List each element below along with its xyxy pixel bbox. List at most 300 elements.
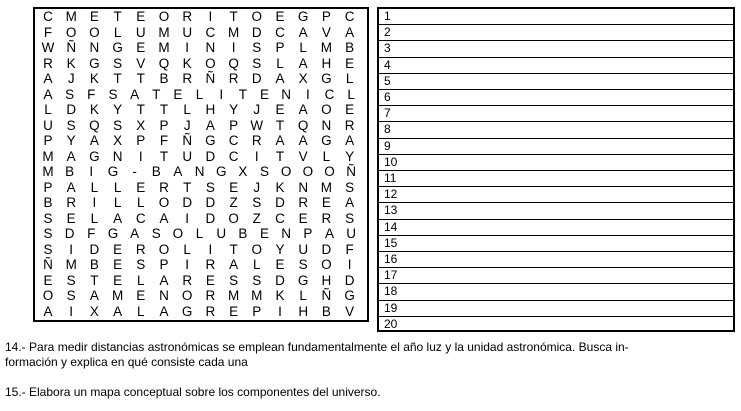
grid-letter: C <box>275 24 285 40</box>
grid-letter: Y <box>229 102 239 117</box>
grid-letter: O <box>158 9 170 24</box>
grid-letter: L <box>90 210 99 226</box>
grid-letter: S <box>229 272 239 288</box>
question-14-line-2: formación y explica en qué consiste cada una <box>5 355 248 369</box>
grid-letter: O <box>158 241 170 257</box>
grid-letter: O <box>302 164 314 179</box>
answer-row[interactable] <box>379 25 733 41</box>
grid-letter: M <box>42 148 54 164</box>
grid-letter: D <box>205 148 216 164</box>
grid-letter: I <box>254 148 259 164</box>
grid-letter: E <box>345 55 355 71</box>
grid-letter: A <box>66 179 76 195</box>
grid-letter: C <box>324 86 335 102</box>
grid-letter: D <box>205 195 216 210</box>
grid-letter: R <box>205 257 216 272</box>
answer-row[interactable] <box>379 284 733 300</box>
grid-row <box>35 242 367 258</box>
grid-letter: S <box>298 257 308 272</box>
grid-letter: I <box>231 40 236 55</box>
grid-row <box>35 149 367 165</box>
grid-letter: Z <box>252 210 261 226</box>
grid-letter: L <box>183 102 191 117</box>
grid-letter: E <box>229 179 239 195</box>
grid-letter: A <box>275 133 285 148</box>
grid-letter: S <box>113 55 123 71</box>
grid-letter: A <box>275 71 285 86</box>
answer-number: 14 <box>384 219 398 234</box>
grid-letter: S <box>65 86 75 102</box>
grid-letter: L <box>347 86 355 102</box>
grid-letter: T <box>113 9 122 24</box>
grid-letter: C <box>275 210 285 226</box>
grid-letter: E <box>136 288 146 303</box>
grid-letter: B <box>159 71 169 86</box>
grid-letter: R <box>205 288 216 303</box>
grid-letter: L <box>345 71 354 86</box>
grid-letter: P <box>229 117 239 133</box>
word-search-grid <box>33 7 369 322</box>
grid-letter: P <box>321 9 331 24</box>
grid-letter: A <box>159 272 169 288</box>
grid-letter: O <box>158 195 170 210</box>
grid-letter: M <box>111 288 124 303</box>
grid-letter: M <box>227 24 240 40</box>
grid-letter: E <box>89 9 99 24</box>
grid-letter: S <box>345 179 355 195</box>
grid-letter: O <box>251 241 263 257</box>
grid-letter: A <box>89 288 99 303</box>
grid-letter: Ñ <box>66 40 77 55</box>
grid-letter: T <box>229 9 238 24</box>
grid-letter: Y <box>345 148 355 164</box>
grid-row <box>35 257 367 273</box>
grid-letter: X <box>238 164 248 179</box>
grid-letter: B <box>321 303 331 319</box>
grid-letter: Y <box>113 102 123 117</box>
grid-letter: F <box>345 241 354 257</box>
answer-row[interactable] <box>379 58 733 74</box>
question-15: 15.- Elabora un mapa conceptual sobre los componentes del universo. <box>5 385 381 399</box>
grid-letter: V <box>136 55 146 71</box>
answer-row[interactable] <box>379 203 733 219</box>
grid-letter: Ñ <box>205 71 216 86</box>
grid-letter: U <box>216 226 227 241</box>
grid-letter: F <box>87 226 96 241</box>
grid-letter: B <box>43 195 53 210</box>
grid-letter: L <box>137 195 145 210</box>
grid-letter: G <box>215 164 227 179</box>
answer-number: 2 <box>384 25 391 40</box>
grid-letter: A <box>324 226 334 241</box>
grid-letter: D <box>275 195 285 210</box>
answer-row[interactable] <box>379 90 733 106</box>
grid-letter: I <box>278 303 282 319</box>
answer-number: 17 <box>384 268 398 283</box>
answer-number: 16 <box>384 252 398 266</box>
grid-letter: M <box>320 179 333 195</box>
grid-letter: L <box>90 179 99 195</box>
grid-letter: Y <box>275 241 285 257</box>
grid-letter: O <box>42 288 54 303</box>
grid-letter: R <box>159 179 169 195</box>
grid-letter: T <box>113 71 122 86</box>
grid-letter: X <box>136 117 146 133</box>
answer-row[interactable] <box>379 268 733 284</box>
grid-letter: I <box>208 9 213 24</box>
grid-letter: S <box>205 179 215 195</box>
grid-letter: V <box>298 148 308 164</box>
grid-row <box>35 40 367 56</box>
grid-letter: B <box>345 40 355 55</box>
grid-letter: G <box>297 272 309 288</box>
grid-letter: D <box>205 210 216 226</box>
answer-row[interactable] <box>379 252 733 268</box>
grid-letter: T <box>159 102 169 117</box>
grid-letter: G <box>89 148 100 164</box>
grid-letter: S <box>252 55 262 71</box>
grid-letter: E <box>275 102 285 117</box>
grid-letter: G <box>344 288 355 303</box>
grid-letter: A <box>159 303 169 319</box>
grid-letter: P <box>136 133 146 148</box>
answer-number: 6 <box>384 90 391 104</box>
grid-letter: K <box>89 71 99 86</box>
grid-letter: A <box>345 195 355 210</box>
answer-row[interactable] <box>379 220 733 236</box>
grid-letter: U <box>182 24 193 40</box>
grid-letter: A <box>298 24 308 40</box>
grid-letter: I <box>185 257 190 272</box>
grid-letter: R <box>205 303 216 319</box>
grid-letter: C <box>135 210 146 226</box>
grid-letter: D <box>182 195 193 210</box>
grid-row <box>35 133 367 149</box>
grid-letter: E <box>205 272 215 288</box>
answer-number: 4 <box>384 57 391 72</box>
grid-letter: L <box>137 303 145 319</box>
grid-letter: G <box>89 55 100 71</box>
grid-letter: E <box>136 179 146 195</box>
answer-list <box>377 7 735 332</box>
grid-letter: B <box>65 164 75 179</box>
grid-letter: O <box>321 102 332 117</box>
grid-letter: D <box>251 24 262 40</box>
grid-letter: M <box>227 288 240 303</box>
grid-letter: E <box>113 257 123 272</box>
grid-letter: P <box>252 303 262 319</box>
grid-letter: A <box>173 164 183 179</box>
grid-letter: U <box>135 24 146 40</box>
grid-letter: M <box>65 257 77 272</box>
grid-letter: O <box>321 257 332 272</box>
grid-letter: S <box>252 272 262 288</box>
grid-letter: S <box>260 164 270 179</box>
grid-letter: O <box>228 210 239 226</box>
grid-letter: A <box>298 55 308 71</box>
grid-letter: N <box>281 226 292 241</box>
grid-letter: D <box>275 272 285 288</box>
grid-letter: V <box>321 24 331 40</box>
grid-letter: U <box>346 226 357 241</box>
grid-letter: S <box>66 288 76 303</box>
grid-letter: C <box>228 148 239 164</box>
grid-letter: R <box>182 272 193 288</box>
answer-number: 7 <box>384 106 391 121</box>
grid-letter: R <box>321 210 332 226</box>
grid-letter: Ñ <box>43 257 53 272</box>
grid-letter: S <box>113 117 123 133</box>
grid-letter: J <box>183 117 191 133</box>
grid-letter: S <box>151 226 161 241</box>
grid-letter: A <box>66 148 76 164</box>
grid-letter: T <box>159 148 169 164</box>
grid-letter: I <box>89 164 94 179</box>
grid-letter: P <box>159 257 169 272</box>
grid-letter: R <box>182 9 193 24</box>
grid-letter: I <box>185 210 190 226</box>
grid-letter: A <box>43 303 53 319</box>
answer-row[interactable] <box>379 41 733 57</box>
grid-letter: M <box>158 40 170 55</box>
grid-row <box>35 195 367 211</box>
grid-letter: T <box>152 86 161 102</box>
answer-number: 19 <box>384 300 398 315</box>
grid-row <box>35 164 367 180</box>
grid-letter: R <box>66 195 77 210</box>
grid-letter: G <box>107 164 119 179</box>
grid-letter: F <box>43 24 53 40</box>
answer-number: 8 <box>384 122 391 137</box>
grid-row <box>35 9 367 25</box>
grid-letter: E <box>113 241 123 257</box>
grid-letter: L <box>183 241 191 257</box>
grid-letter: N <box>89 40 100 55</box>
grid-letter: O <box>89 24 100 40</box>
grid-letter: A <box>229 257 239 272</box>
grid-letter: G <box>107 226 119 241</box>
answer-row[interactable] <box>379 106 733 122</box>
answer-row[interactable] <box>379 171 733 187</box>
grid-letter: Q <box>297 117 309 133</box>
grid-row <box>35 87 367 103</box>
grid-letter: I <box>219 86 224 102</box>
grid-letter: X <box>113 133 123 148</box>
grid-letter: F <box>87 86 96 102</box>
grid-letter: Z <box>229 195 238 210</box>
answer-row[interactable] <box>379 155 733 171</box>
grid-letter: C <box>43 9 53 24</box>
grid-letter: O <box>65 24 77 40</box>
grid-letter: I <box>92 195 97 210</box>
grid-row <box>35 180 367 196</box>
grid-letter: P <box>303 226 313 241</box>
grid-letter: E <box>136 40 146 55</box>
grid-row <box>35 273 367 289</box>
grid-letter: K <box>66 55 76 71</box>
grid-letter: P <box>43 133 53 148</box>
grid-letter: B <box>151 164 161 179</box>
answer-number: 3 <box>384 41 391 56</box>
answer-number: 11 <box>384 171 397 185</box>
grid-letter: L <box>253 257 261 272</box>
grid-letter: C <box>228 133 239 148</box>
grid-letter: E <box>275 9 285 24</box>
grid-letter: E <box>113 272 123 288</box>
grid-row <box>35 25 367 41</box>
grid-letter: G <box>181 303 193 319</box>
grid-letter: L <box>322 148 331 164</box>
grid-letter: S <box>43 210 53 226</box>
grid-letter: T <box>275 117 285 133</box>
answer-number: 10 <box>384 154 398 169</box>
grid-letter: E <box>229 303 239 319</box>
grid-letter: R <box>344 117 355 133</box>
grid-letter: K <box>275 179 285 195</box>
grid-letter: I <box>347 257 352 272</box>
grid-letter: I <box>69 303 74 319</box>
grid-letter: A <box>345 24 355 40</box>
answer-number: 15 <box>384 235 398 250</box>
answer-row[interactable] <box>379 317 733 333</box>
grid-letter: M <box>320 40 333 55</box>
grid-letter: E <box>43 272 53 288</box>
grid-letter: O <box>205 55 216 71</box>
question-14 <box>5 340 737 370</box>
grid-row <box>35 118 367 134</box>
grid-row <box>35 226 367 242</box>
grid-letter: S <box>66 272 76 288</box>
answer-row[interactable] <box>379 187 733 203</box>
grid-letter: S <box>108 86 118 102</box>
grid-letter: Q <box>158 55 170 71</box>
grid-letter: R <box>43 55 53 71</box>
grid-letter: J <box>253 179 261 195</box>
grid-letter: L <box>113 195 122 210</box>
grid-letter: A <box>159 210 169 226</box>
answer-row[interactable] <box>379 301 733 317</box>
grid-letter: I <box>138 148 143 164</box>
grid-letter: U <box>43 117 53 133</box>
grid-letter: T <box>90 272 99 288</box>
grid-letter: N <box>298 179 309 195</box>
grid-letter: L <box>44 102 52 117</box>
grid-letter: S <box>66 117 76 133</box>
grid-letter: K <box>182 55 192 71</box>
grid-letter: N <box>194 164 205 179</box>
grid-letter: J <box>67 71 75 86</box>
grid-letter: G <box>321 133 332 148</box>
grid-letter: O <box>181 288 193 303</box>
grid-letter: M <box>42 164 54 179</box>
grid-letter: Q <box>228 55 239 71</box>
grid-letter: P <box>275 40 285 55</box>
answer-row[interactable] <box>379 9 733 25</box>
grid-letter: H <box>321 272 332 288</box>
grid-letter: N <box>321 117 332 133</box>
grid-letter: T <box>136 102 145 117</box>
grid-letter: I <box>305 86 310 102</box>
grid-letter: R <box>298 195 309 210</box>
question-14-line-1: 14.- Para medir distancias astronómicas se emplean fundamentalmente el año luz y la unidad astronómica. Busca in- <box>5 340 629 354</box>
grid-letter: M <box>158 24 170 40</box>
answer-number: 20 <box>384 316 398 331</box>
grid-letter: B <box>89 257 99 272</box>
grid-letter: S <box>43 226 53 241</box>
grid-letter: E <box>345 102 355 117</box>
grid-letter: C <box>344 9 355 24</box>
grid-letter: L <box>195 226 204 241</box>
answer-row[interactable] <box>379 139 733 155</box>
grid-letter: I <box>69 241 74 257</box>
grid-letter: E <box>136 9 146 24</box>
grid-letter: B <box>238 226 248 241</box>
grid-letter: Ñ <box>321 288 332 303</box>
grid-letter: J <box>253 102 261 117</box>
grid-letter: P <box>159 117 169 133</box>
grid-letter: T <box>229 241 238 257</box>
answer-row[interactable] <box>379 122 733 138</box>
grid-letter: P <box>43 179 53 195</box>
grid-letter: T <box>275 148 285 164</box>
grid-letter: E <box>260 86 270 102</box>
grid-letter: E <box>321 195 331 210</box>
grid-letter: W <box>41 40 55 55</box>
grid-letter: L <box>299 288 307 303</box>
grid-row <box>35 102 367 118</box>
grid-row <box>35 211 367 227</box>
grid-letter: L <box>299 40 307 55</box>
grid-letter: O <box>251 9 263 24</box>
grid-letter: S <box>345 210 355 226</box>
grid-letter: M <box>251 288 263 303</box>
grid-letter: O <box>324 164 335 179</box>
grid-letter: T <box>238 86 247 102</box>
answer-row[interactable] <box>379 236 733 252</box>
answer-number: 18 <box>384 284 398 299</box>
answer-number: 12 <box>384 187 398 202</box>
grid-letter: N <box>159 288 169 303</box>
grid-letter: A <box>113 210 123 226</box>
grid-letter: U <box>182 148 193 164</box>
grid-letter: R <box>228 71 239 86</box>
answer-row[interactable] <box>379 74 733 90</box>
grid-letter: F <box>159 133 169 148</box>
grid-letter: H <box>205 102 216 117</box>
grid-letter: H <box>321 55 332 71</box>
grid-row <box>35 304 367 320</box>
grid-letter: W <box>250 117 264 133</box>
grid-letter: K <box>89 102 99 117</box>
grid-letter: A <box>43 71 53 86</box>
answer-number: 1 <box>384 9 391 23</box>
grid-letter: E <box>260 226 270 241</box>
grid-letter: L <box>276 55 284 71</box>
grid-letter: E <box>173 86 183 102</box>
grid-letter: T <box>136 71 145 86</box>
grid-letter: D <box>66 102 77 117</box>
grid-letter: D <box>89 241 100 257</box>
grid-letter: X <box>298 71 308 86</box>
grid-letter: E <box>298 210 308 226</box>
grid-letter: L <box>113 24 122 40</box>
grid-letter: A <box>43 86 53 102</box>
grid-letter: I <box>208 241 213 257</box>
grid-letter: G <box>297 9 309 24</box>
grid-letter: A <box>298 133 308 148</box>
grid-letter: N <box>205 40 216 55</box>
grid-letter: L <box>137 272 145 288</box>
